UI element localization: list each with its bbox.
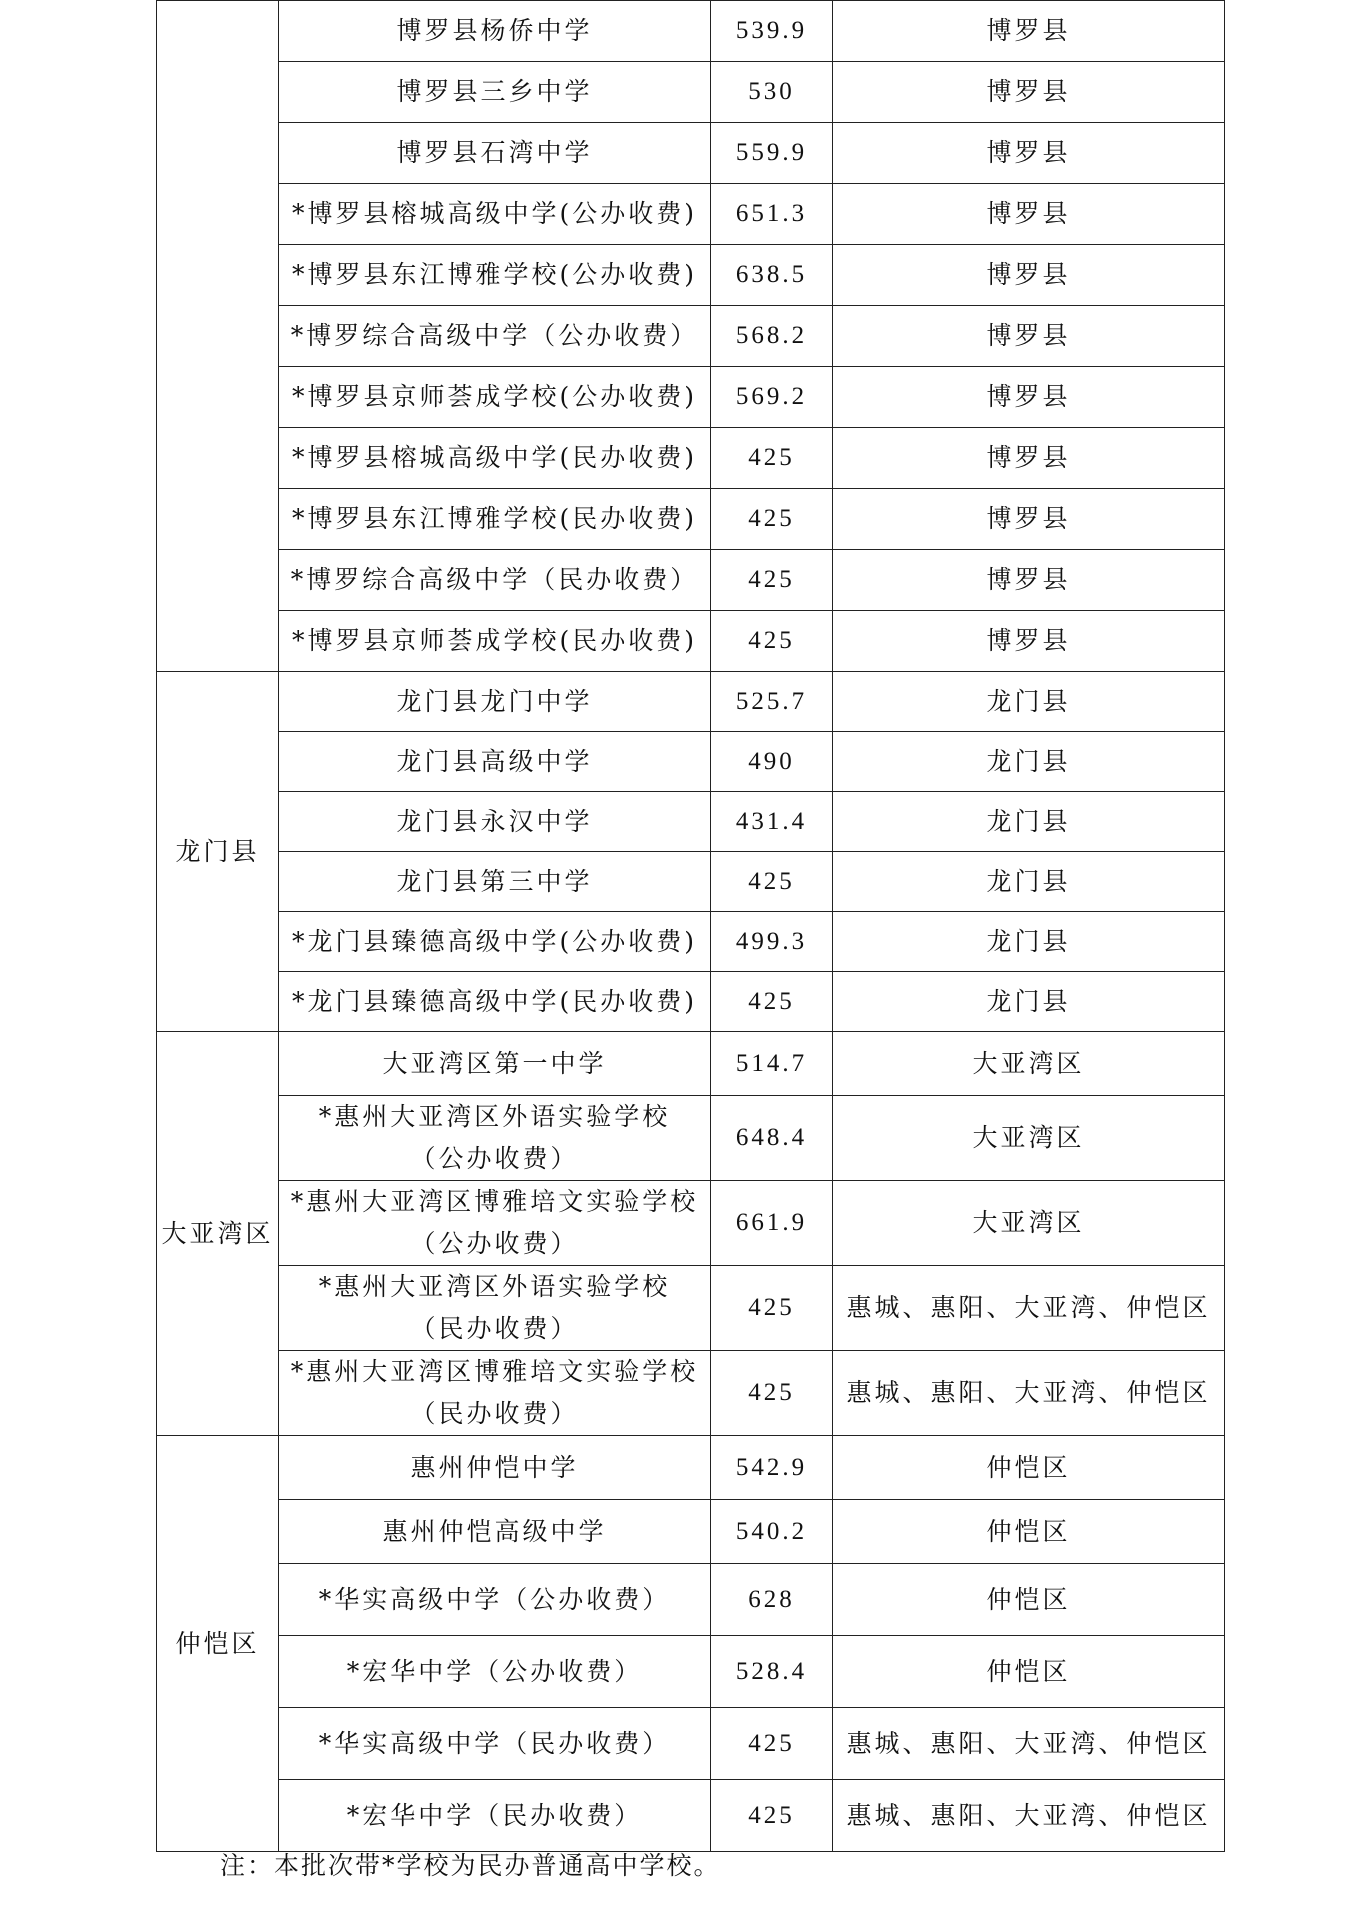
enrollment-area-cell: 博罗县	[833, 1, 1225, 62]
enrollment-area-cell: 博罗县	[833, 489, 1225, 550]
school-name-cell	[279, 1636, 711, 1708]
score-cell: 425	[711, 1708, 833, 1780]
score-cell: 425	[711, 489, 833, 550]
score-cell: 425	[711, 852, 833, 912]
score-cell: 542.9	[711, 1436, 833, 1500]
school-name-cell	[279, 912, 711, 972]
school-name-line: *宏华中学（民办收费）	[346, 1800, 643, 1830]
school-name-cell	[279, 550, 711, 611]
table-row	[157, 1181, 1225, 1266]
score-cell: 528.4	[711, 1636, 833, 1708]
school-name-cell	[279, 489, 711, 550]
table-row	[157, 123, 1225, 184]
score-cell: 425	[711, 972, 833, 1032]
school-name-cell	[279, 1351, 711, 1436]
score-cell: 559.9	[711, 123, 833, 184]
school-name-line: *惠州大亚湾区博雅培文实验学校	[290, 1357, 699, 1386]
table-row	[157, 1, 1225, 62]
score-cell: 530	[711, 62, 833, 123]
school-name-cell	[279, 1266, 711, 1351]
school-name-line: 博罗县三乡中学	[396, 77, 593, 106]
enrollment-area-cell: 大亚湾区	[833, 1096, 1225, 1181]
enrollment-area-cell: 龙门县	[833, 852, 1225, 912]
school-name-cell	[279, 1436, 711, 1500]
table-row	[157, 306, 1225, 367]
score-cell: 628	[711, 1564, 833, 1636]
school-name-line: *龙门县臻德高级中学(民办收费)	[291, 986, 697, 1016]
school-name-line: *华实高级中学（公办收费）	[318, 1584, 671, 1614]
enrollment-area-cell: 惠城、惠阳、大亚湾、仲恺区	[833, 1780, 1225, 1852]
score-cell: 425	[711, 1351, 833, 1436]
enrollment-area-cell: 大亚湾区	[833, 1181, 1225, 1266]
school-name-line: *博罗县京师荟成学校(民办收费)	[291, 626, 697, 655]
region-cell: 仲恺区	[157, 1436, 279, 1852]
table-row	[157, 1096, 1225, 1181]
region-cell: 大亚湾区	[157, 1032, 279, 1436]
school-name-cell	[279, 1, 711, 62]
enrollment-area-cell: 博罗县	[833, 550, 1225, 611]
school-name-cell	[279, 62, 711, 123]
score-cell: 539.9	[711, 1, 833, 62]
school-name-cell	[279, 792, 711, 852]
table-row	[157, 245, 1225, 306]
enrollment-area-cell: 博罗县	[833, 306, 1225, 367]
school-name-cell	[279, 1780, 711, 1852]
table-row	[157, 1436, 1225, 1500]
table-row	[157, 972, 1225, 1032]
school-name-line: *惠州大亚湾区外语实验学校	[318, 1102, 671, 1131]
table-row	[157, 1564, 1225, 1636]
enrollment-area-cell: 博罗县	[833, 62, 1225, 123]
table-row	[157, 1500, 1225, 1564]
score-cell: 499.3	[711, 912, 833, 972]
school-name-line: *博罗县京师荟成学校(公办收费)	[291, 382, 697, 411]
table-row	[157, 62, 1225, 123]
enrollment-area-cell: 仲恺区	[833, 1564, 1225, 1636]
score-cell: 425	[711, 550, 833, 611]
school-name-cell	[279, 1181, 711, 1266]
table-row	[157, 852, 1225, 912]
school-name-cell	[279, 1032, 711, 1096]
school-name-cell	[279, 184, 711, 245]
school-name-line: 博罗县杨侨中学	[396, 16, 593, 45]
table-row	[157, 428, 1225, 489]
school-name-cell	[279, 852, 711, 912]
school-name-cell	[279, 123, 711, 184]
school-name-line: 惠州仲恺高级中学	[382, 1516, 607, 1546]
enrollment-area-cell: 惠城、惠阳、大亚湾、仲恺区	[833, 1266, 1225, 1351]
table-row	[157, 550, 1225, 611]
table-row	[157, 912, 1225, 972]
table-row	[157, 611, 1225, 672]
school-name-line: （民办收费）	[410, 1399, 579, 1428]
table-row	[157, 672, 1225, 732]
score-cell: 569.2	[711, 367, 833, 428]
school-name-line: 龙门县永汉中学	[396, 806, 593, 836]
school-name-cell	[279, 732, 711, 792]
score-cell: 540.2	[711, 1500, 833, 1564]
school-name-line: *博罗县东江博雅学校(民办收费)	[291, 504, 697, 533]
table-row	[157, 367, 1225, 428]
enrollment-area-cell: 龙门县	[833, 732, 1225, 792]
enrollment-area-cell: 惠城、惠阳、大亚湾、仲恺区	[833, 1708, 1225, 1780]
enrollment-area-cell: 博罗县	[833, 367, 1225, 428]
score-cell: 425	[711, 1266, 833, 1351]
school-name-line: （公办收费）	[410, 1144, 579, 1173]
school-name-cell	[279, 428, 711, 489]
score-cell: 651.3	[711, 184, 833, 245]
score-cell: 661.9	[711, 1181, 833, 1266]
school-name-line: *华实高级中学（民办收费）	[318, 1728, 671, 1758]
school-name-line: *博罗综合高级中学（公办收费）	[290, 321, 699, 350]
table-row	[157, 732, 1225, 792]
score-cell: 648.4	[711, 1096, 833, 1181]
region-cell	[157, 1, 279, 672]
score-cell: 425	[711, 428, 833, 489]
school-name-line: 大亚湾区第一中学	[382, 1048, 607, 1078]
enrollment-area-cell: 惠城、惠阳、大亚湾、仲恺区	[833, 1351, 1225, 1436]
enrollment-area-cell: 龙门县	[833, 672, 1225, 732]
table-row	[157, 489, 1225, 550]
school-name-line: *博罗县榕城高级中学(公办收费)	[291, 199, 697, 228]
school-name-cell	[279, 1096, 711, 1181]
table-row	[157, 184, 1225, 245]
enrollment-area-cell: 龙门县	[833, 912, 1225, 972]
school-name-line: 惠州仲恺中学	[410, 1452, 579, 1482]
score-cell: 638.5	[711, 245, 833, 306]
school-name-line: 博罗县石湾中学	[396, 138, 593, 167]
score-cell: 525.7	[711, 672, 833, 732]
enrollment-area-cell: 博罗县	[833, 245, 1225, 306]
enrollment-area-cell: 龙门县	[833, 972, 1225, 1032]
school-name-cell	[279, 611, 711, 672]
school-name-cell	[279, 306, 711, 367]
score-cell: 431.4	[711, 792, 833, 852]
score-cell: 490	[711, 732, 833, 792]
school-name-cell	[279, 367, 711, 428]
school-name-line: *惠州大亚湾区外语实验学校	[318, 1272, 671, 1301]
score-cell: 425	[711, 1780, 833, 1852]
enrollment-area-cell: 仲恺区	[833, 1436, 1225, 1500]
school-name-line: （民办收费）	[410, 1314, 579, 1343]
admission-score-table	[156, 0, 1225, 1852]
table-row	[157, 1351, 1225, 1436]
school-name-cell	[279, 1500, 711, 1564]
school-name-cell	[279, 245, 711, 306]
enrollment-area-cell: 博罗县	[833, 184, 1225, 245]
table-row	[157, 1636, 1225, 1708]
enrollment-area-cell: 博罗县	[833, 428, 1225, 489]
school-name-cell	[279, 972, 711, 1032]
school-name-line: *龙门县臻德高级中学(公办收费)	[291, 926, 697, 956]
score-cell: 568.2	[711, 306, 833, 367]
table-row	[157, 792, 1225, 852]
enrollment-area-cell: 仲恺区	[833, 1636, 1225, 1708]
school-name-line: （公办收费）	[410, 1229, 579, 1258]
school-name-cell	[279, 1564, 711, 1636]
table-row	[157, 1780, 1225, 1852]
footnote: 注：本批次带*学校为民办普通高中学校。	[220, 1851, 721, 1880]
table-row	[157, 1708, 1225, 1780]
enrollment-area-cell: 博罗县	[833, 123, 1225, 184]
score-cell: 514.7	[711, 1032, 833, 1096]
school-name-line: 龙门县龙门中学	[396, 686, 593, 716]
enrollment-area-cell: 仲恺区	[833, 1500, 1225, 1564]
school-name-line: *博罗综合高级中学（民办收费）	[290, 565, 699, 594]
table-row	[157, 1266, 1225, 1351]
school-name-line: *博罗县榕城高级中学(民办收费)	[291, 443, 697, 472]
school-name-line: *博罗县东江博雅学校(公办收费)	[291, 260, 697, 289]
school-name-line: *宏华中学（公办收费）	[346, 1656, 643, 1686]
school-name-cell	[279, 672, 711, 732]
school-name-line: *惠州大亚湾区博雅培文实验学校	[290, 1187, 699, 1216]
school-name-line: 龙门县高级中学	[396, 746, 593, 776]
enrollment-area-cell: 大亚湾区	[833, 1032, 1225, 1096]
school-name-cell	[279, 1708, 711, 1780]
enrollment-area-cell: 博罗县	[833, 611, 1225, 672]
school-name-line: 龙门县第三中学	[396, 866, 593, 896]
table-row	[157, 1032, 1225, 1096]
score-cell: 425	[711, 611, 833, 672]
enrollment-area-cell: 龙门县	[833, 792, 1225, 852]
region-cell: 龙门县	[157, 672, 279, 1032]
